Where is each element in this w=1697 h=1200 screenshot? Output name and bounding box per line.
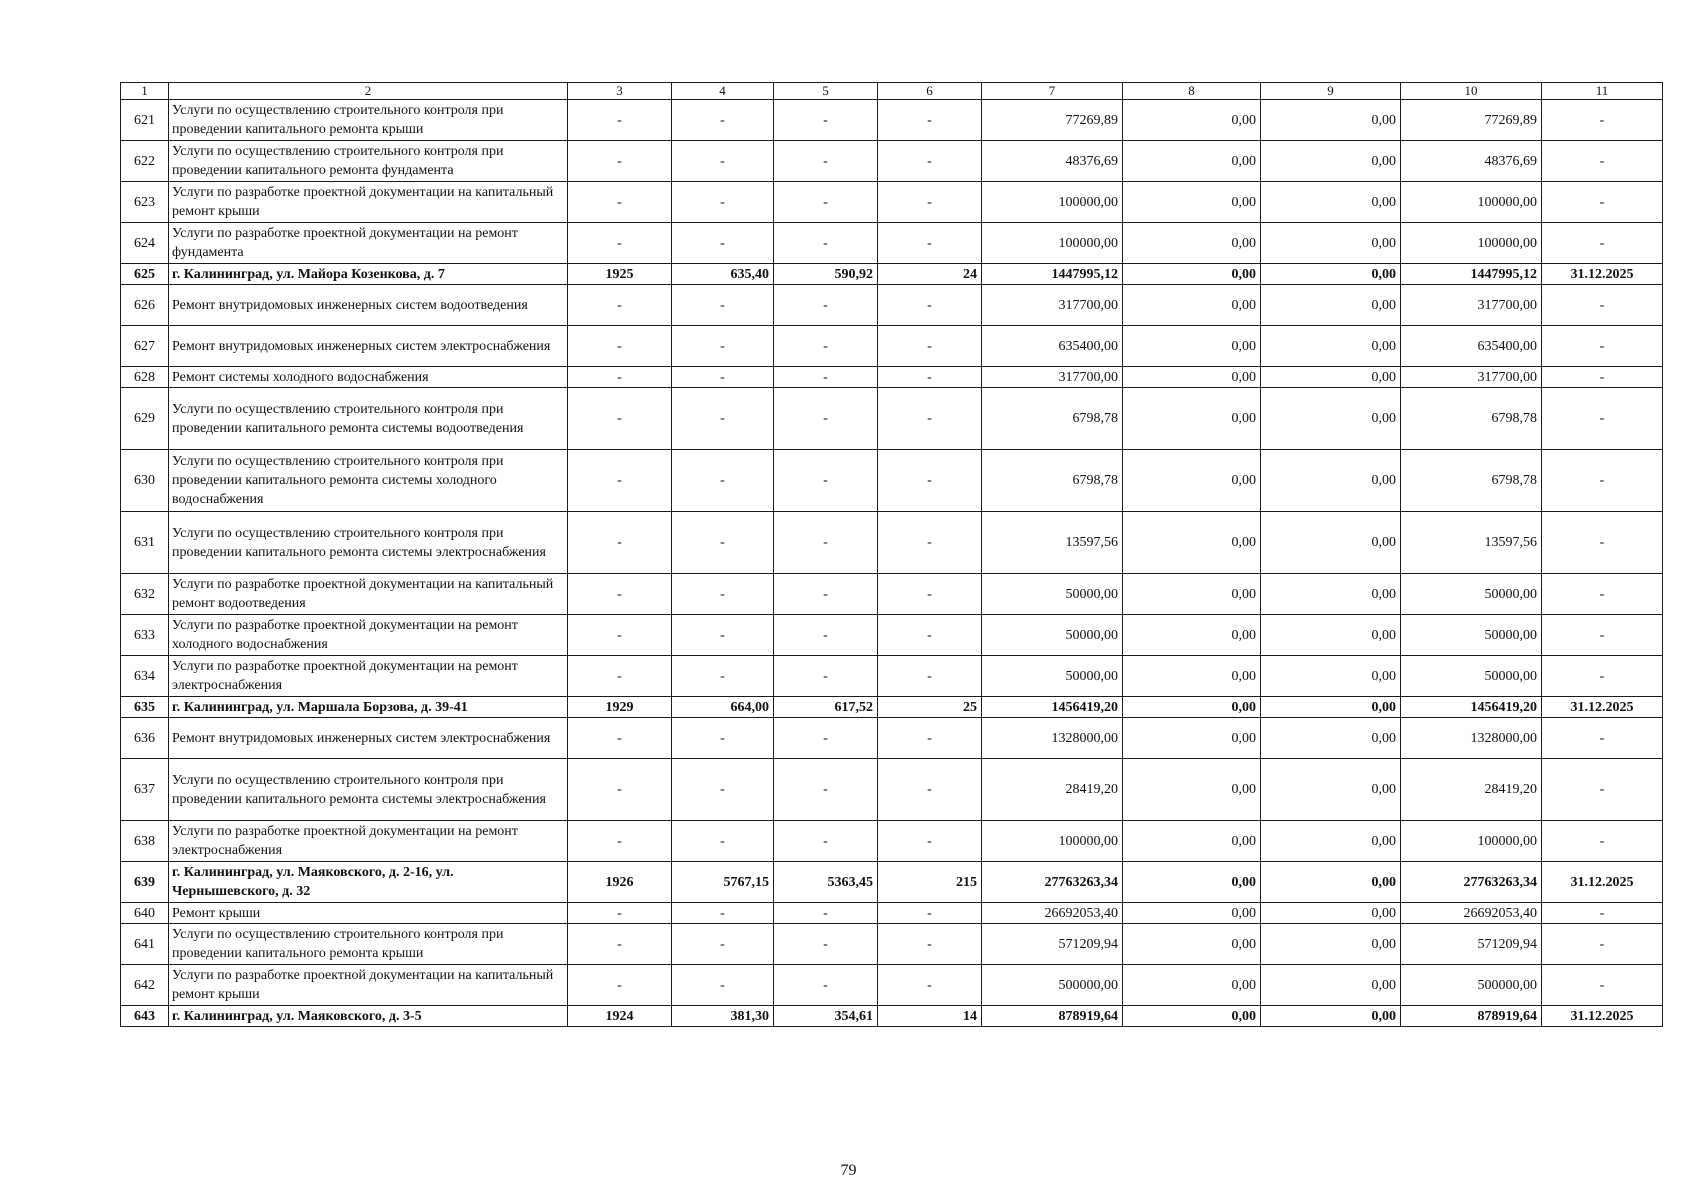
table-row	[121, 264, 1663, 285]
area-living-cell: 354,61	[774, 1006, 878, 1027]
total-cost-cell: 317700,00	[982, 367, 1123, 388]
year-cell: -	[568, 388, 672, 450]
fund-a-cell: 0,00	[1123, 862, 1261, 903]
fund-a-cell: 0,00	[1123, 182, 1261, 223]
year-cell: -	[568, 100, 672, 141]
total-cost-cell: 100000,00	[982, 182, 1123, 223]
row-number: 635	[121, 697, 169, 718]
fund-c-cell: 635400,00	[1401, 326, 1542, 367]
fund-b-cell: 0,00	[1261, 512, 1401, 574]
residents-cell: -	[878, 718, 982, 759]
row-number: 627	[121, 326, 169, 367]
year-cell: -	[568, 141, 672, 182]
table-row	[121, 656, 1663, 697]
table-row	[121, 450, 1663, 512]
deadline-cell: -	[1542, 388, 1663, 450]
fund-c-cell: 77269,89	[1401, 100, 1542, 141]
table-row	[121, 821, 1663, 862]
table-row	[121, 759, 1663, 821]
residents-cell: -	[878, 903, 982, 924]
fund-a-cell: 0,00	[1123, 821, 1261, 862]
column-header: 3	[568, 83, 672, 100]
residents-cell: 24	[878, 264, 982, 285]
deadline-cell: -	[1542, 759, 1663, 821]
row-number: 628	[121, 367, 169, 388]
table-row	[121, 285, 1663, 326]
area-living-cell: -	[774, 924, 878, 965]
total-cost-cell: 100000,00	[982, 223, 1123, 264]
area-living-cell: 5363,45	[774, 862, 878, 903]
area-total-cell: -	[672, 182, 774, 223]
fund-b-cell: 0,00	[1261, 862, 1401, 903]
area-total-cell: 381,30	[672, 1006, 774, 1027]
fund-b-cell: 0,00	[1261, 821, 1401, 862]
total-cost-cell: 571209,94	[982, 924, 1123, 965]
row-description: Ремонт системы холодного водоснабжения	[169, 367, 568, 388]
total-cost-cell: 1456419,20	[982, 697, 1123, 718]
row-number: 626	[121, 285, 169, 326]
fund-c-cell: 50000,00	[1401, 656, 1542, 697]
row-description: Услуги по разработке проектной документации на ремонт фундамента	[169, 223, 568, 264]
fund-c-cell: 1328000,00	[1401, 718, 1542, 759]
row-number: 629	[121, 388, 169, 450]
year-cell: -	[568, 450, 672, 512]
row-number: 639	[121, 862, 169, 903]
fund-a-cell: 0,00	[1123, 326, 1261, 367]
fund-b-cell: 0,00	[1261, 141, 1401, 182]
column-header: 1	[121, 83, 169, 100]
area-total-cell: -	[672, 388, 774, 450]
total-cost-cell: 48376,69	[982, 141, 1123, 182]
residents-cell: 215	[878, 862, 982, 903]
row-number: 642	[121, 965, 169, 1006]
fund-c-cell: 317700,00	[1401, 285, 1542, 326]
total-cost-cell: 6798,78	[982, 450, 1123, 512]
area-living-cell: -	[774, 718, 878, 759]
residents-cell: -	[878, 182, 982, 223]
area-total-cell: -	[672, 285, 774, 326]
area-total-cell: -	[672, 223, 774, 264]
residents-cell: -	[878, 512, 982, 574]
area-living-cell: 617,52	[774, 697, 878, 718]
fund-a-cell: 0,00	[1123, 100, 1261, 141]
residents-cell: -	[878, 450, 982, 512]
table-row	[121, 574, 1663, 615]
year-cell: -	[568, 326, 672, 367]
residents-cell: -	[878, 965, 982, 1006]
residents-cell: -	[878, 574, 982, 615]
column-number-header	[121, 83, 1663, 100]
fund-c-cell: 26692053,40	[1401, 903, 1542, 924]
area-living-cell: -	[774, 367, 878, 388]
total-cost-cell: 26692053,40	[982, 903, 1123, 924]
year-cell: -	[568, 656, 672, 697]
area-living-cell: 590,92	[774, 264, 878, 285]
area-living-cell: -	[774, 182, 878, 223]
fund-a-cell: 0,00	[1123, 1006, 1261, 1027]
deadline-cell: -	[1542, 285, 1663, 326]
residents-cell: -	[878, 223, 982, 264]
residents-cell: -	[878, 326, 982, 367]
fund-a-cell: 0,00	[1123, 718, 1261, 759]
year-cell: -	[568, 182, 672, 223]
area-living-cell: -	[774, 141, 878, 182]
table-row	[121, 182, 1663, 223]
residents-cell: -	[878, 367, 982, 388]
fund-b-cell: 0,00	[1261, 759, 1401, 821]
row-description: Ремонт внутридомовых инженерных систем водоотведения	[169, 285, 568, 326]
deadline-cell: -	[1542, 100, 1663, 141]
table-row	[121, 924, 1663, 965]
residents-cell: -	[878, 141, 982, 182]
area-total-cell: -	[672, 821, 774, 862]
area-living-cell: -	[774, 512, 878, 574]
row-number: 623	[121, 182, 169, 223]
deadline-cell: 31.12.2025	[1542, 264, 1663, 285]
row-number: 624	[121, 223, 169, 264]
row-description: Услуги по осуществлению строительного контроля при проведении капитального ремонта крыши	[169, 924, 568, 965]
total-cost-cell: 77269,89	[982, 100, 1123, 141]
column-header: 10	[1401, 83, 1542, 100]
residents-cell: -	[878, 924, 982, 965]
fund-c-cell: 28419,20	[1401, 759, 1542, 821]
area-living-cell: -	[774, 965, 878, 1006]
area-total-cell: -	[672, 326, 774, 367]
residents-cell: 14	[878, 1006, 982, 1027]
fund-b-cell: 0,00	[1261, 656, 1401, 697]
area-living-cell: -	[774, 574, 878, 615]
row-number: 634	[121, 656, 169, 697]
deadline-cell: -	[1542, 326, 1663, 367]
area-living-cell: -	[774, 223, 878, 264]
row-number: 622	[121, 141, 169, 182]
table-row	[121, 223, 1663, 264]
fund-b-cell: 0,00	[1261, 450, 1401, 512]
fund-c-cell: 50000,00	[1401, 574, 1542, 615]
fund-b-cell: 0,00	[1261, 326, 1401, 367]
area-total-cell: -	[672, 656, 774, 697]
fund-b-cell: 0,00	[1261, 903, 1401, 924]
row-number: 632	[121, 574, 169, 615]
area-living-cell: -	[774, 450, 878, 512]
area-total-cell: 664,00	[672, 697, 774, 718]
column-header: 8	[1123, 83, 1261, 100]
fund-a-cell: 0,00	[1123, 759, 1261, 821]
year-cell: -	[568, 367, 672, 388]
deadline-cell: -	[1542, 141, 1663, 182]
row-description: Услуги по осуществлению строительного контроля при проведении капитального ремонта системы холодного водоснабжения	[169, 450, 568, 512]
table-row	[121, 1006, 1663, 1027]
area-total-cell: -	[672, 367, 774, 388]
area-total-cell: 635,40	[672, 264, 774, 285]
fund-a-cell: 0,00	[1123, 264, 1261, 285]
row-number: 630	[121, 450, 169, 512]
fund-a-cell: 0,00	[1123, 512, 1261, 574]
year-cell: -	[568, 965, 672, 1006]
fund-c-cell: 1456419,20	[1401, 697, 1542, 718]
residents-cell: -	[878, 285, 982, 326]
area-living-cell: -	[774, 285, 878, 326]
year-cell: -	[568, 285, 672, 326]
deadline-cell: 31.12.2025	[1542, 1006, 1663, 1027]
row-number: 631	[121, 512, 169, 574]
fund-a-cell: 0,00	[1123, 388, 1261, 450]
column-header: 9	[1261, 83, 1401, 100]
area-living-cell: -	[774, 759, 878, 821]
year-cell: -	[568, 615, 672, 656]
fund-b-cell: 0,00	[1261, 718, 1401, 759]
fund-c-cell: 27763263,34	[1401, 862, 1542, 903]
year-cell: 1925	[568, 264, 672, 285]
row-description: Ремонт внутридомовых инженерных систем электроснабжения	[169, 326, 568, 367]
deadline-cell: -	[1542, 512, 1663, 574]
deadline-cell: -	[1542, 821, 1663, 862]
deadline-cell: -	[1542, 965, 1663, 1006]
fund-b-cell: 0,00	[1261, 1006, 1401, 1027]
total-cost-cell: 317700,00	[982, 285, 1123, 326]
total-cost-cell: 635400,00	[982, 326, 1123, 367]
fund-a-cell: 0,00	[1123, 656, 1261, 697]
register-table	[120, 82, 1663, 1027]
fund-c-cell: 878919,64	[1401, 1006, 1542, 1027]
column-header: 2	[169, 83, 568, 100]
total-cost-cell: 50000,00	[982, 615, 1123, 656]
row-description: Услуги по осуществлению строительного контроля при проведении капитального ремонта системы электроснабжения	[169, 512, 568, 574]
total-cost-cell: 1447995,12	[982, 264, 1123, 285]
fund-a-cell: 0,00	[1123, 141, 1261, 182]
year-cell: -	[568, 574, 672, 615]
area-living-cell: -	[774, 615, 878, 656]
total-cost-cell: 13597,56	[982, 512, 1123, 574]
fund-b-cell: 0,00	[1261, 285, 1401, 326]
fund-a-cell: 0,00	[1123, 285, 1261, 326]
area-total-cell: -	[672, 615, 774, 656]
fund-c-cell: 50000,00	[1401, 615, 1542, 656]
row-number: 637	[121, 759, 169, 821]
area-total-cell: -	[672, 574, 774, 615]
table-row	[121, 141, 1663, 182]
area-total-cell: -	[672, 924, 774, 965]
column-header: 7	[982, 83, 1123, 100]
row-description: г. Калининград, ул. Маяковского, д. 3-5	[169, 1006, 568, 1027]
deadline-cell: -	[1542, 656, 1663, 697]
row-description: Услуги по разработке проектной документации на капитальный ремонт водоотведения	[169, 574, 568, 615]
column-header: 5	[774, 83, 878, 100]
table-row	[121, 903, 1663, 924]
row-description: Услуги по разработке проектной документации на капитальный ремонт крыши	[169, 965, 568, 1006]
fund-a-cell: 0,00	[1123, 965, 1261, 1006]
fund-a-cell: 0,00	[1123, 367, 1261, 388]
area-total-cell: -	[672, 759, 774, 821]
area-total-cell: -	[672, 100, 774, 141]
total-cost-cell: 100000,00	[982, 821, 1123, 862]
area-total-cell: -	[672, 512, 774, 574]
total-cost-cell: 50000,00	[982, 574, 1123, 615]
row-number: 638	[121, 821, 169, 862]
table-row	[121, 965, 1663, 1006]
table-row	[121, 718, 1663, 759]
year-cell: -	[568, 512, 672, 574]
year-cell: -	[568, 903, 672, 924]
row-description: Услуги по осуществлению строительного контроля при проведении капитального ремонта системы электроснабжения	[169, 759, 568, 821]
total-cost-cell: 50000,00	[982, 656, 1123, 697]
fund-a-cell: 0,00	[1123, 223, 1261, 264]
fund-b-cell: 0,00	[1261, 264, 1401, 285]
row-description: г. Калининград, ул. Маяковского, д. 2-16, ул. Чернышевского, д. 32	[169, 862, 568, 903]
row-description: г. Калининград, ул. Майора Козенкова, д. 7	[169, 264, 568, 285]
deadline-cell: -	[1542, 718, 1663, 759]
area-total-cell: 5767,15	[672, 862, 774, 903]
fund-b-cell: 0,00	[1261, 367, 1401, 388]
year-cell: 1926	[568, 862, 672, 903]
fund-a-cell: 0,00	[1123, 615, 1261, 656]
total-cost-cell: 878919,64	[982, 1006, 1123, 1027]
fund-c-cell: 1447995,12	[1401, 264, 1542, 285]
fund-b-cell: 0,00	[1261, 924, 1401, 965]
area-total-cell: -	[672, 718, 774, 759]
area-total-cell: -	[672, 141, 774, 182]
row-description: Услуги по осуществлению строительного контроля при проведении капитального ремонта системы водоотведения	[169, 388, 568, 450]
year-cell: -	[568, 223, 672, 264]
table-row	[121, 862, 1663, 903]
area-total-cell: -	[672, 450, 774, 512]
table-row	[121, 367, 1663, 388]
total-cost-cell: 28419,20	[982, 759, 1123, 821]
area-total-cell: -	[672, 903, 774, 924]
row-description: г. Калининград, ул. Маршала Борзова, д. 39-41	[169, 697, 568, 718]
fund-b-cell: 0,00	[1261, 574, 1401, 615]
fund-b-cell: 0,00	[1261, 965, 1401, 1006]
total-cost-cell: 6798,78	[982, 388, 1123, 450]
total-cost-cell: 1328000,00	[982, 718, 1123, 759]
row-description: Услуги по разработке проектной документации на ремонт электроснабжения	[169, 656, 568, 697]
row-number: 643	[121, 1006, 169, 1027]
deadline-cell: -	[1542, 182, 1663, 223]
fund-a-cell: 0,00	[1123, 697, 1261, 718]
deadline-cell: -	[1542, 574, 1663, 615]
column-header: 4	[672, 83, 774, 100]
fund-c-cell: 48376,69	[1401, 141, 1542, 182]
row-number: 641	[121, 924, 169, 965]
row-description: Услуги по разработке проектной документации на ремонт электроснабжения	[169, 821, 568, 862]
row-number: 625	[121, 264, 169, 285]
column-header: 6	[878, 83, 982, 100]
fund-a-cell: 0,00	[1123, 574, 1261, 615]
residents-cell: -	[878, 656, 982, 697]
row-description: Услуги по осуществлению строительного контроля при проведении капитального ремонта крыши	[169, 100, 568, 141]
row-number: 633	[121, 615, 169, 656]
year-cell: 1924	[568, 1006, 672, 1027]
fund-b-cell: 0,00	[1261, 223, 1401, 264]
fund-c-cell: 317700,00	[1401, 367, 1542, 388]
table-row	[121, 615, 1663, 656]
fund-c-cell: 571209,94	[1401, 924, 1542, 965]
area-living-cell: -	[774, 903, 878, 924]
fund-c-cell: 500000,00	[1401, 965, 1542, 1006]
fund-a-cell: 0,00	[1123, 450, 1261, 512]
table-row	[121, 697, 1663, 718]
fund-c-cell: 100000,00	[1401, 182, 1542, 223]
area-living-cell: -	[774, 100, 878, 141]
area-living-cell: -	[774, 326, 878, 367]
table-row	[121, 512, 1663, 574]
deadline-cell: -	[1542, 924, 1663, 965]
fund-b-cell: 0,00	[1261, 182, 1401, 223]
row-description: Услуги по разработке проектной документации на ремонт холодного водоснабжения	[169, 615, 568, 656]
fund-c-cell: 100000,00	[1401, 223, 1542, 264]
total-cost-cell: 500000,00	[982, 965, 1123, 1006]
fund-b-cell: 0,00	[1261, 615, 1401, 656]
year-cell: -	[568, 718, 672, 759]
table-row	[121, 100, 1663, 141]
row-description: Ремонт крыши	[169, 903, 568, 924]
area-living-cell: -	[774, 821, 878, 862]
deadline-cell: 31.12.2025	[1542, 697, 1663, 718]
row-number: 640	[121, 903, 169, 924]
table-row	[121, 326, 1663, 367]
total-cost-cell: 27763263,34	[982, 862, 1123, 903]
fund-c-cell: 6798,78	[1401, 388, 1542, 450]
deadline-cell: 31.12.2025	[1542, 862, 1663, 903]
column-header: 11	[1542, 83, 1663, 100]
year-cell: -	[568, 821, 672, 862]
deadline-cell: -	[1542, 450, 1663, 512]
year-cell: 1929	[568, 697, 672, 718]
row-number: 636	[121, 718, 169, 759]
table-row	[121, 388, 1663, 450]
deadline-cell: -	[1542, 903, 1663, 924]
area-living-cell: -	[774, 656, 878, 697]
fund-c-cell: 6798,78	[1401, 450, 1542, 512]
fund-b-cell: 0,00	[1261, 388, 1401, 450]
row-number: 621	[121, 100, 169, 141]
residents-cell: 25	[878, 697, 982, 718]
row-description: Услуги по осуществлению строительного контроля при проведении капитального ремонта фундамента	[169, 141, 568, 182]
fund-a-cell: 0,00	[1123, 903, 1261, 924]
area-living-cell: -	[774, 388, 878, 450]
fund-b-cell: 0,00	[1261, 100, 1401, 141]
residents-cell: -	[878, 759, 982, 821]
deadline-cell: -	[1542, 615, 1663, 656]
fund-c-cell: 100000,00	[1401, 821, 1542, 862]
row-description: Услуги по разработке проектной документации на капитальный ремонт крыши	[169, 182, 568, 223]
page-number: 79	[840, 1162, 857, 1179]
year-cell: -	[568, 924, 672, 965]
residents-cell: -	[878, 821, 982, 862]
fund-b-cell: 0,00	[1261, 697, 1401, 718]
residents-cell: -	[878, 615, 982, 656]
deadline-cell: -	[1542, 223, 1663, 264]
fund-a-cell: 0,00	[1123, 924, 1261, 965]
deadline-cell: -	[1542, 367, 1663, 388]
residents-cell: -	[878, 100, 982, 141]
fund-c-cell: 13597,56	[1401, 512, 1542, 574]
year-cell: -	[568, 759, 672, 821]
row-description: Ремонт внутридомовых инженерных систем электроснабжения	[169, 718, 568, 759]
area-total-cell: -	[672, 965, 774, 1006]
residents-cell: -	[878, 388, 982, 450]
